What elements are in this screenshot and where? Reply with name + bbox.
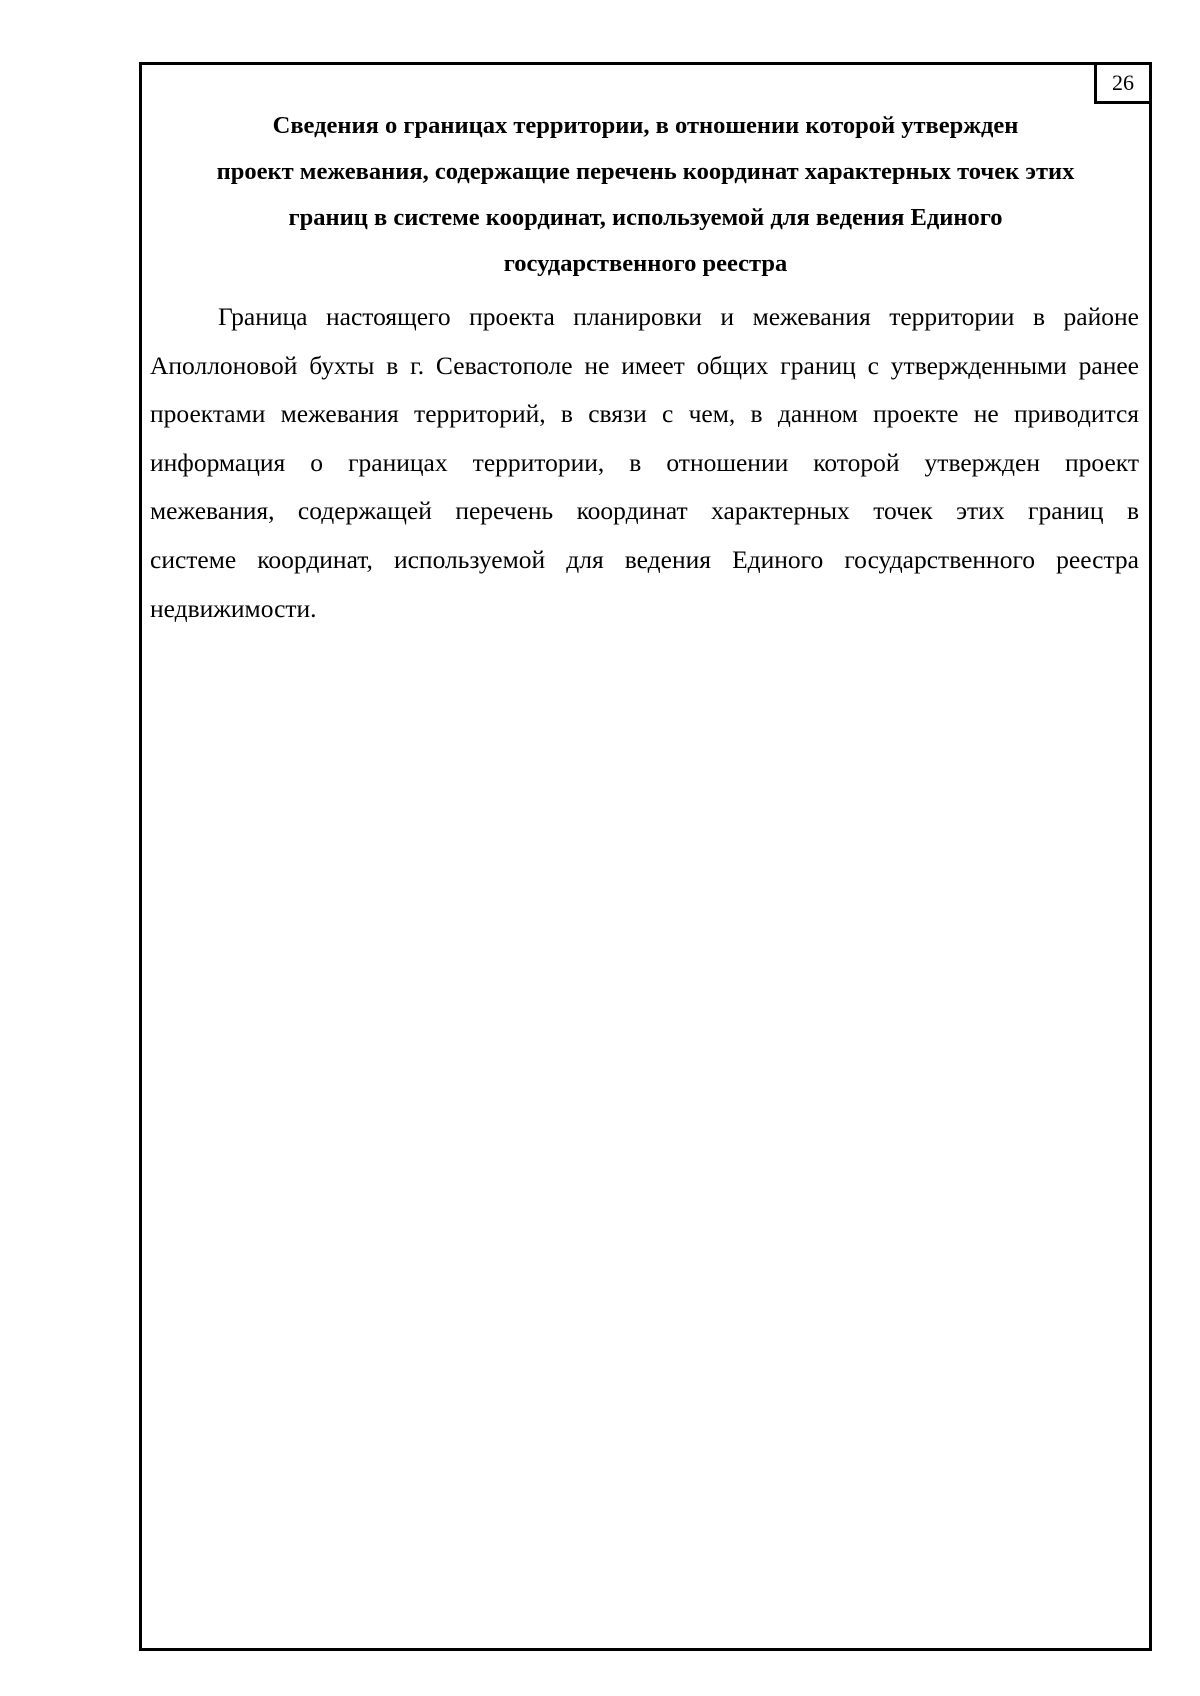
paragraph-line: проектами межевания территорий, в связи с чем, в данном проекте не приводится	[150, 399, 1139, 429]
paragraph-line: межевания, содержащей перечень координат характерных точек этих границ в	[150, 496, 1139, 526]
heading-line: государственного реестра	[503, 250, 788, 277]
paragraph-line: Аполлоновой бухты в г. Севастополе не имеет общих границ с утвержденными ранее	[150, 350, 1139, 380]
heading-line: Сведения о границах территории, в отношении которой утвержден	[272, 112, 1019, 139]
heading-line: проект межевания, содержащие перечень координат характерных точек этих	[216, 158, 1075, 185]
paragraph-line: информация о границах территории, в отношении которой утвержден проект	[150, 447, 1139, 477]
paragraph-line: Граница настоящего проекта планировки и межевания территории в районе	[218, 302, 1139, 331]
page-number: 26	[1094, 62, 1152, 104]
paragraph-line: недвижимости.	[150, 593, 317, 623]
heading-line: границ в системе координат, используемой для ведения Единого	[288, 204, 1003, 231]
body-paragraph	[150, 293, 1139, 633]
section-heading	[142, 103, 1149, 287]
paragraph-line: системе координат, используемой для ведения Единого государственного реестра	[150, 544, 1139, 574]
page-frame	[139, 62, 1152, 1651]
